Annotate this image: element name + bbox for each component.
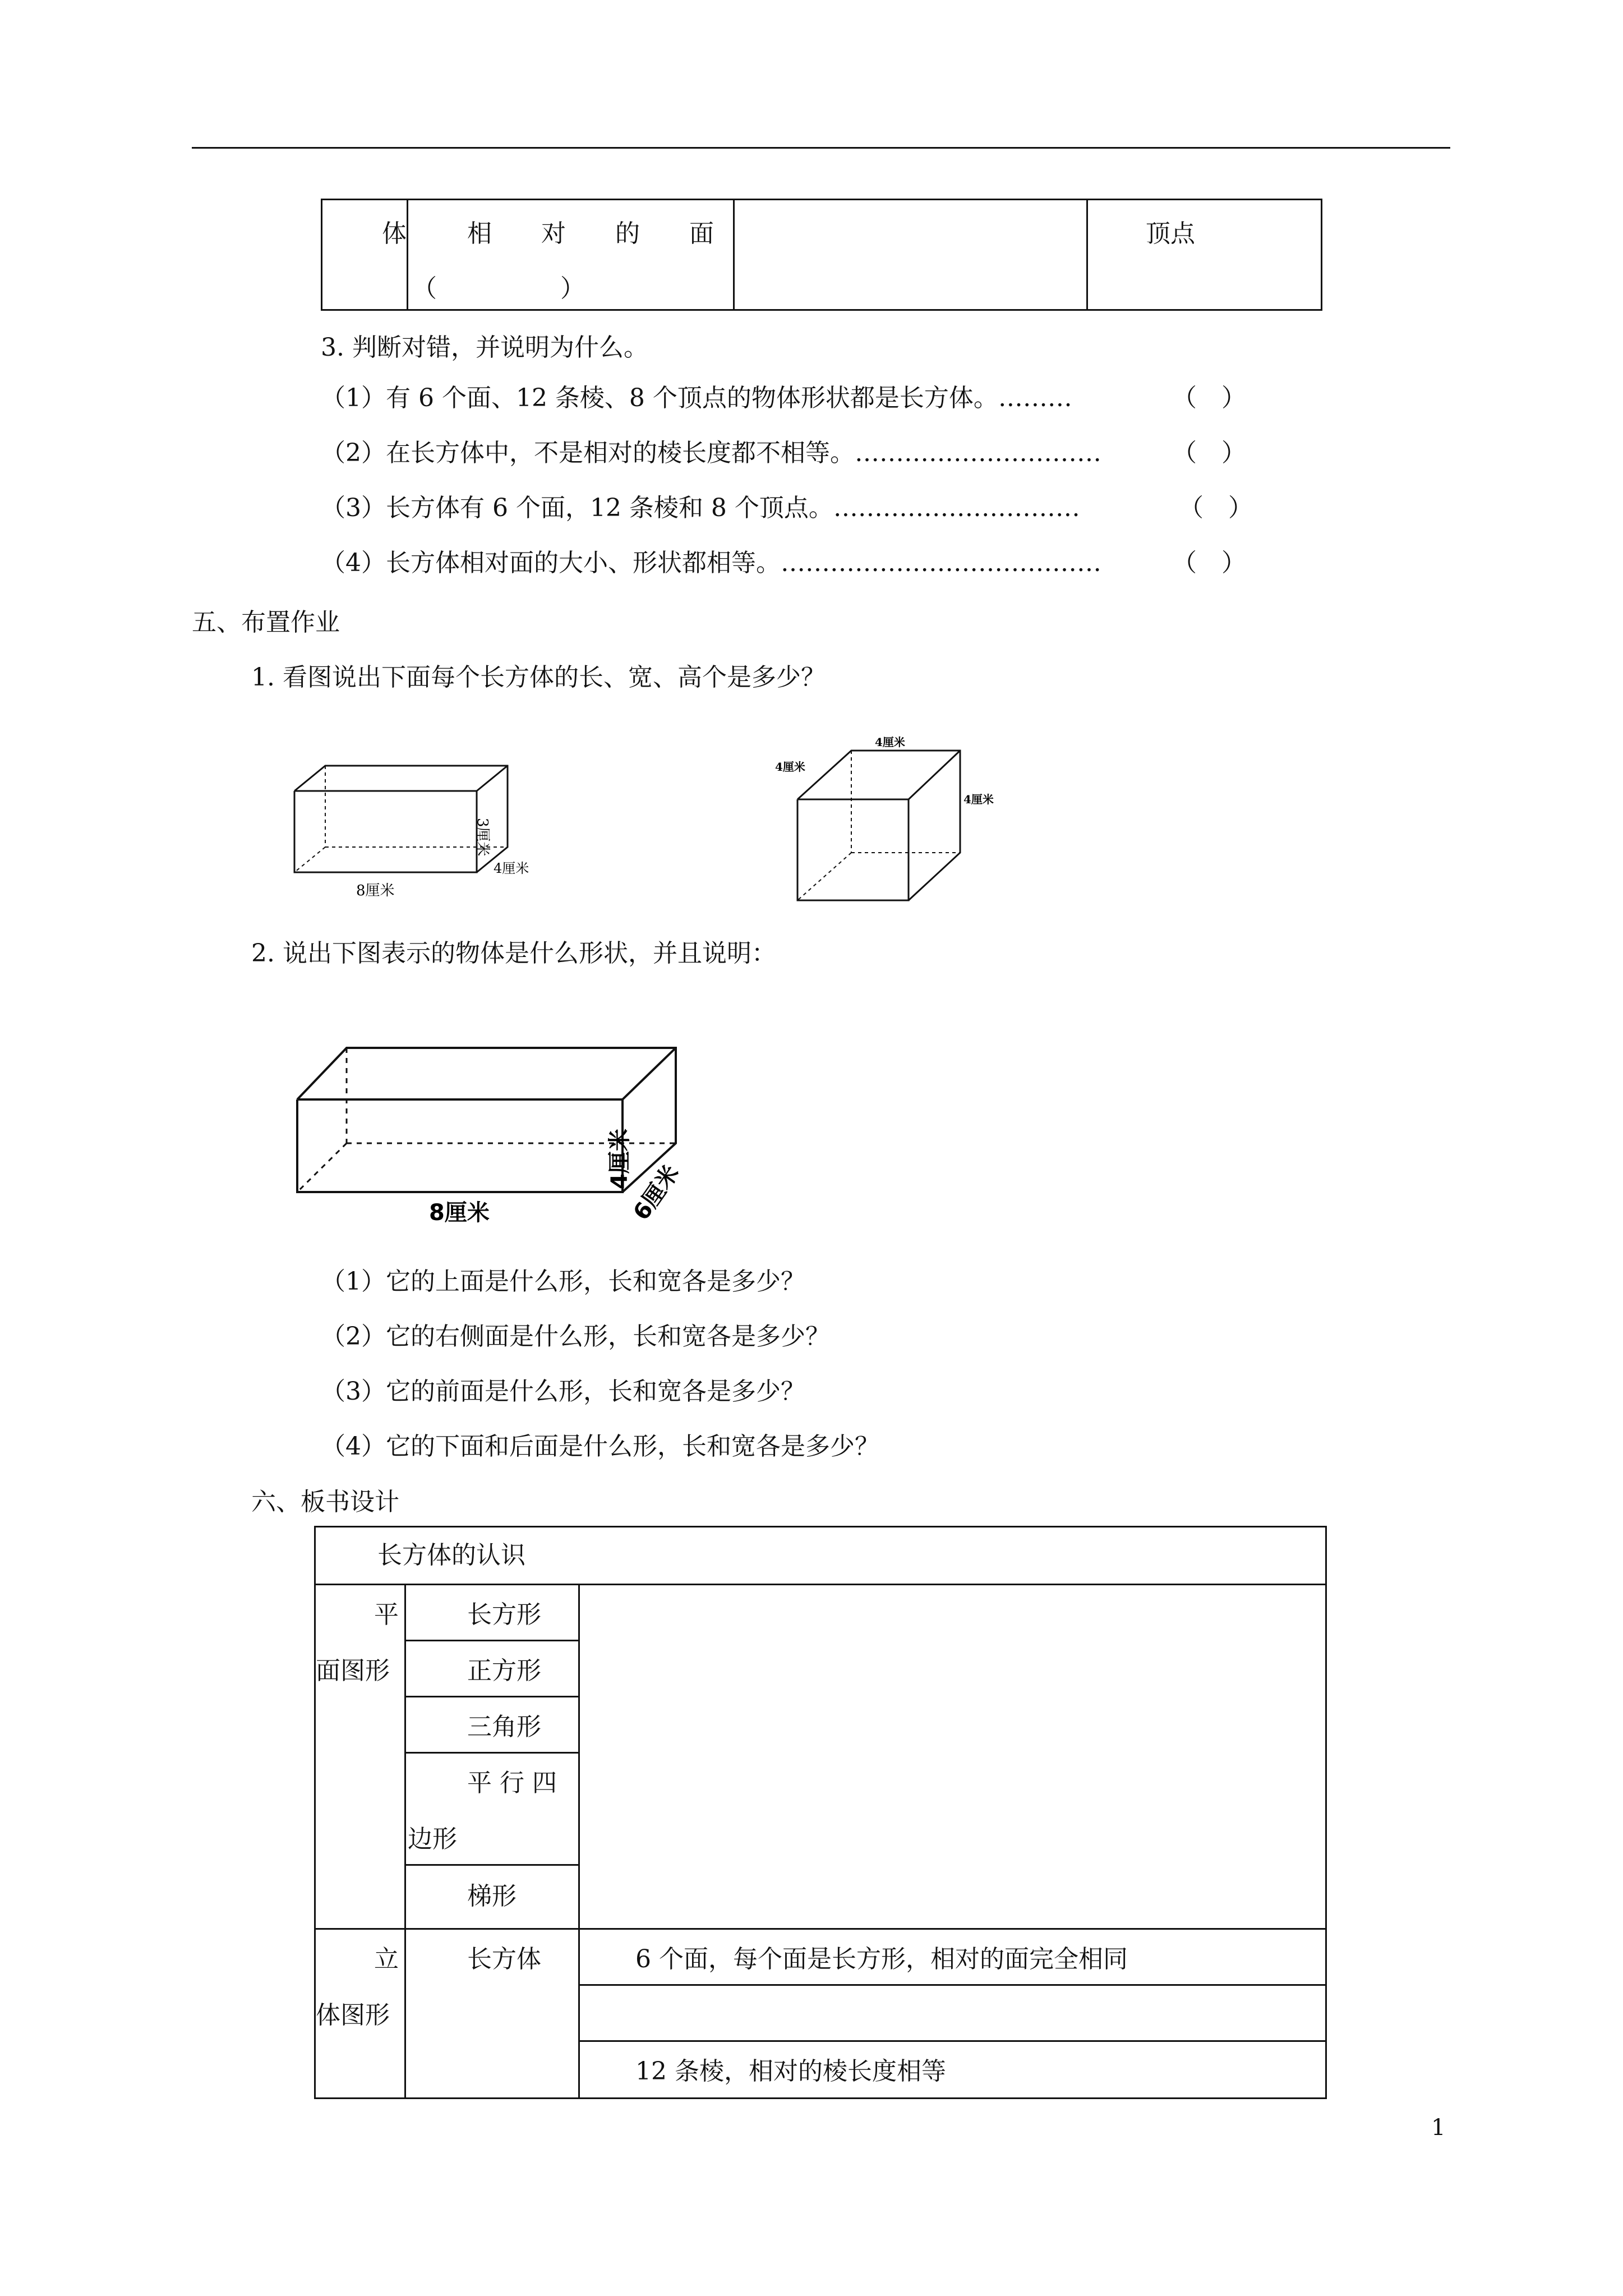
judge-item: （1）有 6 个面、12 条棱、8 个顶点的物体形状都是长方体。……… [321,384,1072,412]
judge-answer-blank[interactable]: （ ） [1172,384,1246,412]
judge-item: （3）长方体有 6 个面，12 条棱和 8 个顶点。………………………… [321,494,1080,522]
board-row-divider [404,1640,580,1641]
solid-row: 12 条棱，相对的棱长度相等 [635,2057,946,2086]
homework-question-2: 2. 说出下图表示的物体是什么形状，并且说明： [251,939,776,968]
length-label: 8厘米 [356,882,395,899]
board-row-divider [404,1696,580,1697]
board-row-divider [578,2040,1325,2042]
solid-label-b: 体图形 [316,2001,390,2030]
top-table-divider [407,200,408,309]
homework-question-1: 1. 看图说出下面每个长方体的长、宽、高个是多少？ [251,663,826,692]
board-col-divider [578,1584,580,2097]
large-height-label: 4厘米 [607,1129,633,1189]
top-table-cell-vertex: 顶点 [1146,219,1195,248]
top-table [321,199,1322,311]
plane-item: 梯形 [467,1882,517,1911]
sub-question: （2）它的右侧面是什么形，长和宽各是多少？ [321,1322,830,1351]
judge-item: （2）在长方体中，不是相对的棱长度都不相等。………………………… [321,439,1101,467]
judge-answer-blank[interactable]: （ ） [1172,439,1246,467]
board-row-divider [316,1928,1325,1930]
height-label: 3厘米 [474,818,491,857]
board-row-divider [316,1584,1325,1585]
board-row-divider [404,1864,580,1866]
top-table-cell-paren: （ ） [412,274,585,303]
plane-item: 平 行 四 [467,1769,557,1797]
solid-row: 6 个面，每个面是长方形，相对的面完全相同 [635,1945,1128,1973]
cuboid-figure-3 [286,1032,712,1234]
judge-item: （4）长方体相对面的大小、形状都相等。………………………………… [321,549,1101,577]
header-rule [192,147,1450,149]
judge-heading: 3. 判断对错，并说明为什么。 [321,333,648,362]
front-face [294,791,477,872]
cube-top-label: 4厘米 [875,735,905,749]
width-label: 4厘米 [494,861,529,876]
sub-question: （3）它的前面是什么形，长和宽各是多少？ [321,1377,805,1406]
plane-item: 边形 [408,1825,457,1853]
top-table-cell-body: 体 [382,219,407,248]
board-row-divider [578,1984,1325,1986]
cuboid-figure-1 [280,752,538,903]
sub-question: （4）它的下面和后面是什么形，长和宽各是多少？ [321,1432,879,1461]
section-homework: 五、布置作业 [192,608,340,637]
solid-label-a: 立 [374,1945,399,1973]
large-length-label: 8厘米 [429,1200,490,1226]
large-width-label: 6厘米 [628,1161,685,1225]
cube-right-label: 4厘米 [963,793,994,806]
judge-answer-blank[interactable]: （ ） [1172,549,1246,577]
plane-label-a: 平 [374,1600,399,1629]
section-board-design: 六、板书设计 [251,1488,399,1516]
sub-question: （1）它的上面是什么形，长和宽各是多少？ [321,1267,805,1296]
top-table-divider [733,200,735,309]
page-number: 1 [1431,2115,1446,2141]
plane-label-b: 面图形 [316,1657,390,1685]
board-table [314,1526,1327,2099]
cube-figure-2 [768,729,1021,914]
board-title: 长方体的认识 [377,1541,525,1570]
top-table-divider [1086,200,1088,309]
plane-item: 三角形 [467,1713,541,1741]
plane-item: 正方形 [467,1657,541,1685]
top-table-cell-faces: 相 对 的 面 [467,219,714,248]
board-col-divider [404,1584,406,2097]
plane-item: 长方形 [467,1600,541,1629]
solid-item: 长方体 [467,1945,541,1973]
judge-answer-blank[interactable]: （ ） [1179,494,1253,522]
board-row-divider [404,1752,580,1754]
cube-left-label: 4厘米 [775,760,805,774]
